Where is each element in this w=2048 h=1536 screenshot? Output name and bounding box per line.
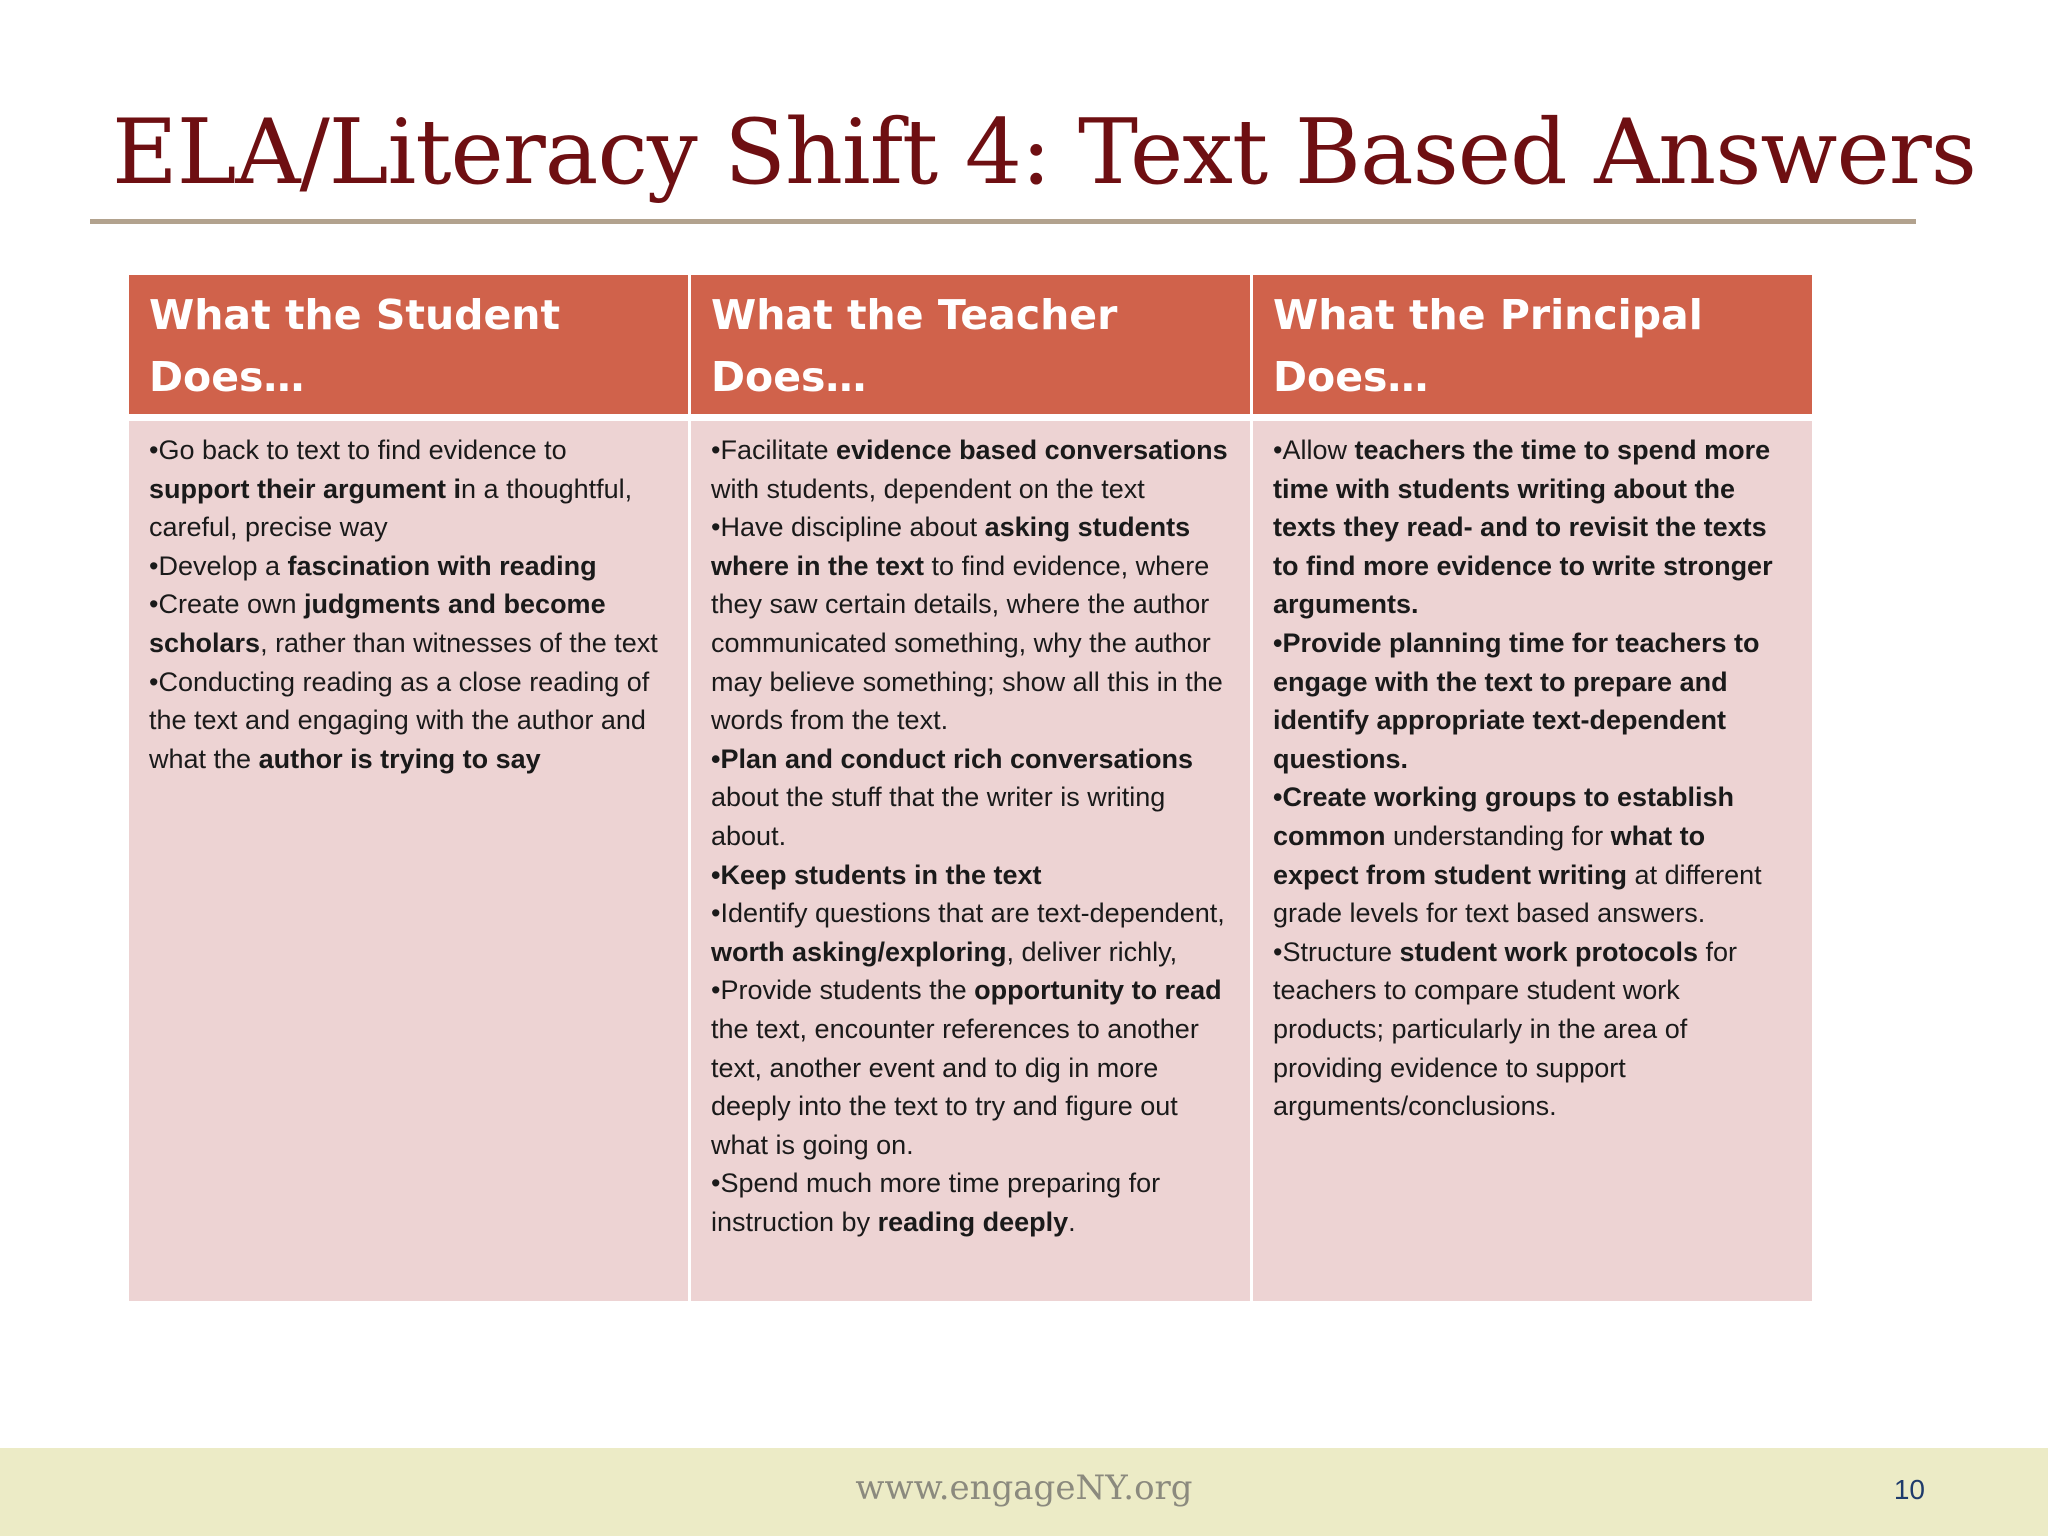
text-run: with students, dependent on the text [711, 473, 1145, 504]
column-principal [1253, 421, 1812, 1301]
bold-text: •Create working groups to establish common [1273, 782, 1735, 851]
text-run: understanding for [1385, 820, 1611, 851]
slide-title: ELA/Literacy Shift 4: Text Based Answers [112, 100, 1976, 205]
bullet-item [1273, 933, 1794, 1126]
bullet-item [1273, 624, 1794, 778]
bold-text: •Plan and conduct rich conversations [711, 743, 1194, 774]
text-run: to find evidence, where they saw certain details, where the author communicated something, why the author may believe something; show all this in the words from the text. [711, 550, 1223, 736]
text-run: •Develop a [149, 550, 288, 581]
bold-text: fascination with reading [287, 550, 597, 581]
text-run: about the stuff that the writer is writing about. [711, 782, 1166, 851]
bullet-item [149, 547, 670, 586]
bullet-item [1273, 431, 1794, 624]
bold-text: worth asking/exploring [711, 936, 1007, 967]
bullet-item [711, 856, 1232, 895]
text-run: •Create own [149, 589, 305, 620]
header-principal: What the Principal Does… [1253, 275, 1812, 414]
bullet-item [711, 894, 1232, 971]
title-divider [90, 219, 1916, 224]
bold-text: teachers the time to spend more time with students writing about the texts they read- and to revisit the texts to find more evidence to write stronger arguments. [1273, 435, 1773, 620]
footer-bar [0, 1448, 2048, 1536]
text-run: , deliver richly, [1006, 936, 1178, 967]
text-run: . [1068, 1206, 1076, 1237]
bullet-item [711, 740, 1232, 856]
bold-text: evidence based conversations [836, 435, 1228, 465]
bold-text: •Keep students in the text [711, 859, 1042, 890]
text-run: at different grade levels for text based answers. [1273, 859, 1762, 929]
bullet-item [149, 663, 670, 779]
header-teacher: What the Teacher Does… [691, 275, 1250, 414]
bold-text: •Provide planning time for teachers to engage with the text to prepare and identify appropriate text-dependent questions. [1273, 627, 1760, 774]
column-teacher [691, 421, 1250, 1301]
bold-text: what to expect from student writing [1273, 820, 1706, 890]
header-student: What the Student Does… [129, 275, 688, 414]
bullet-item [1273, 778, 1794, 932]
text-run: , rather than witnesses of the text [260, 627, 658, 658]
text-run: •Provide students the [711, 975, 975, 1006]
responsibility-table [129, 275, 1812, 1301]
bold-text: support their argument i [149, 473, 462, 504]
page-number: 10 [1893, 1474, 1925, 1505]
footer-url: www.engageNY.org [855, 1468, 1193, 1508]
bullet-item [711, 971, 1232, 1164]
bullet-item [711, 1164, 1232, 1241]
bold-text: reading deeply [877, 1206, 1069, 1237]
bullet-item [711, 431, 1232, 508]
bold-text: asking students where in the text [711, 512, 1191, 581]
text-run: •Identify questions that are text-dependent, [711, 898, 1225, 929]
text-run: •Go back to text to find evidence to [149, 435, 567, 465]
bold-text: opportunity to read [974, 975, 1222, 1006]
text-run: •Spend much more time preparing for instruction by [711, 1168, 1161, 1237]
bold-text: student work protocols [1399, 936, 1699, 967]
bullet-item [149, 431, 670, 547]
text-run: •Allow [1273, 435, 1355, 465]
bullet-item [711, 508, 1232, 740]
column-student [129, 421, 688, 1301]
text-run: n a thoughtful, careful, precise way [149, 473, 633, 543]
text-run: •Conducting reading as a close reading of the text and engaging with the author and what the [149, 666, 650, 774]
bold-text: judgments and become scholars [149, 589, 606, 658]
text-run: for teachers to compare student work products; particularly in the area of providing evidence to support arguments/conclusions. [1273, 936, 1738, 1122]
text-run: •Have discipline about [711, 512, 985, 543]
text-run: •Facilitate [711, 435, 836, 465]
bold-text: author is trying to say [258, 743, 541, 774]
text-run: •Structure [1273, 936, 1400, 967]
bullet-item [149, 585, 670, 662]
text-run: the text, encounter references to another text, another event and to dig in more deeply into the text to try and figure out what is going on. [711, 1013, 1199, 1160]
